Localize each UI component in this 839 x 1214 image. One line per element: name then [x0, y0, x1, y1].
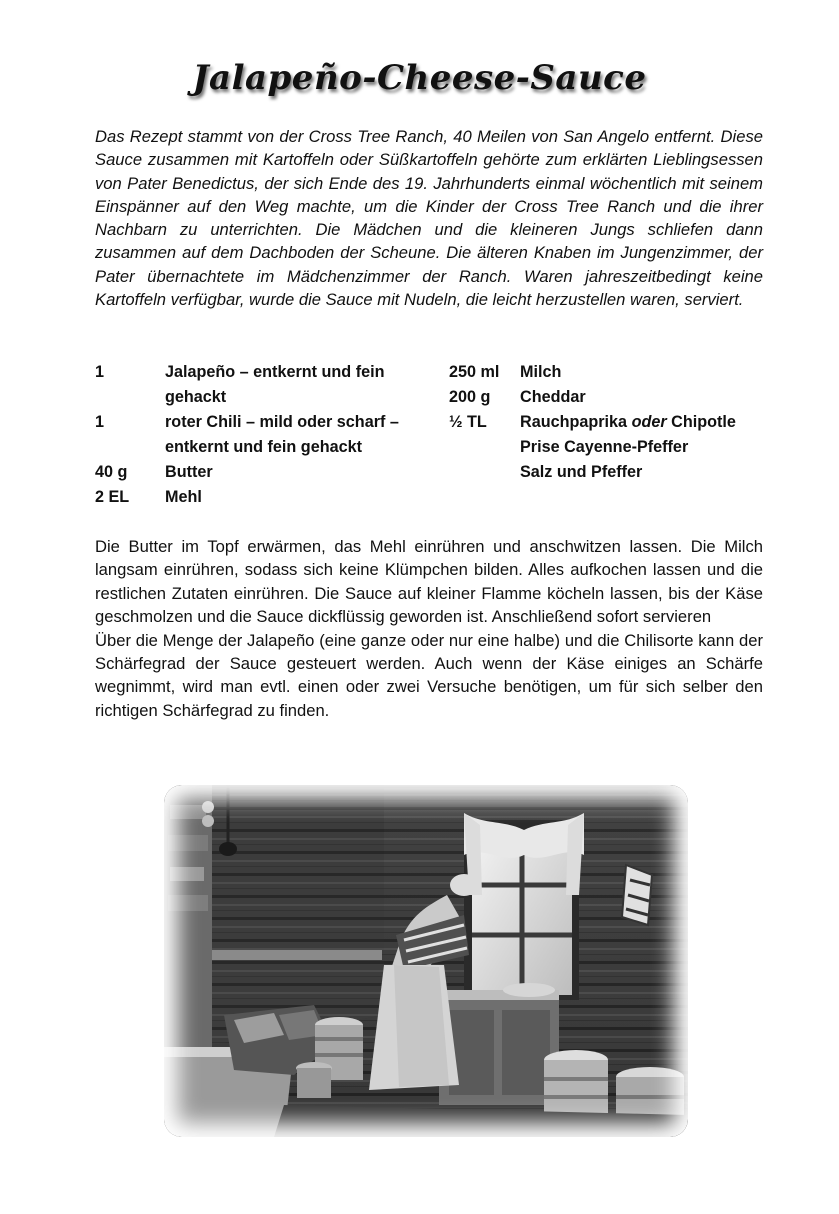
ingredient-amount: 1: [95, 363, 105, 381]
ingredient-amount: 250 ml: [449, 363, 500, 381]
method-paragraph: Über die Menge der Jalapeño (eine ganze oder nur eine halbe) und die Chilisorte kann der Schärfegrad der Sauce gesteuert werden. Auch wenn der Käse einiges an Schärfe wegnimmt, wird man evtl. einen oder zwei Versuche benötigen, um für sich selber den richtigen Schärfegrad zu finden.: [95, 630, 763, 720]
ingredient-row: [449, 460, 779, 485]
recipe-title: Jalapeño-Cheese-Sauce: [192, 58, 647, 98]
ingredient-name: Milch: [520, 363, 562, 381]
method-paragraph: Die Butter im Topf erwärmen, das Mehl einrühren und anschwitzen lassen. Die Milch langsam einrühren, sodass sich keine Klümpchen bilden. Alles aufkochen lassen und die restlichen Zutaten einrühren. Die Sauce auf kleiner Flamme köcheln lassen, bis der Käse geschmolzen und die Sauce dickflüssig geworden ist. Anschließend sofort servieren: [95, 537, 763, 627]
ingredient-name: Cheddar: [520, 388, 586, 406]
ingredient-amount: ½ TL: [449, 413, 487, 431]
ingredient-row: [449, 435, 779, 460]
ingredient-name: Salz und Pfeffer: [520, 463, 643, 481]
ingredient-amount: 1: [95, 413, 105, 431]
ingredient-row: [95, 360, 425, 410]
ingredient-row: [449, 360, 779, 385]
kitchen-photo: [164, 785, 688, 1137]
ingredient-name-italic: oder: [631, 413, 667, 431]
ingredient-name: Mehl: [165, 488, 202, 506]
ingredient-row: [449, 410, 779, 435]
intro-paragraph: Das Rezept stammt von der Cross Tree Ranch, 40 Meilen von San Angelo entfernt. Diese Sauce zusammen mit Kartoffeln oder Süßkartoffeln gehörte zum erklärten Lieblingsessen von Pater Benedictus, der sich Ende des 19. Jahrhunderts einmal wöchentlich mit seinem Einspänner auf den Weg machte, um die Kinder der Cross Tree Ranch und die ihrer Nachbarn zu unterrichten. Die Mädchen und die kleineren Jungs schliefen dann zusammen auf dem Dachboden der Scheune. Die älteren Knaben im Jungenzimmer, der Pater übernachtete im Mädchenzimmer der Ranch. Waren jahreszeitbedingt keine Kartoffeln verfügbar, wurde die Sauce mit Nudeln, die leicht herzustellen waren, serviert.: [95, 127, 763, 310]
ingredient-amount: 200 g: [449, 388, 491, 406]
ingredient-name: Jalapeño – entkernt und fein gehackt: [165, 363, 385, 406]
ingredient-name: [520, 410, 780, 435]
ingredient-row: [449, 385, 779, 410]
ingredient-name: Butter: [165, 463, 213, 481]
ingredient-name: roter Chili – mild oder scharf – entkernt und fein gehackt: [165, 413, 399, 456]
ingredient-row: [95, 460, 425, 485]
ingredient-row: [95, 410, 425, 460]
ingredient-name-part: Chipotle: [666, 413, 736, 431]
kitchen-photo-illustration: [164, 785, 688, 1137]
ingredient-row: [95, 485, 425, 510]
ingredient-name: Prise Cayenne-Pfeffer: [520, 438, 689, 456]
ingredient-amount: 2 EL: [95, 488, 130, 506]
ingredients-left-column: [95, 360, 425, 510]
ingredient-name-part: Rauchpaprika: [520, 413, 632, 431]
method-text: [95, 535, 763, 722]
ingredient-amount: 40 g: [95, 463, 128, 481]
ingredients-right-column: [449, 360, 779, 485]
